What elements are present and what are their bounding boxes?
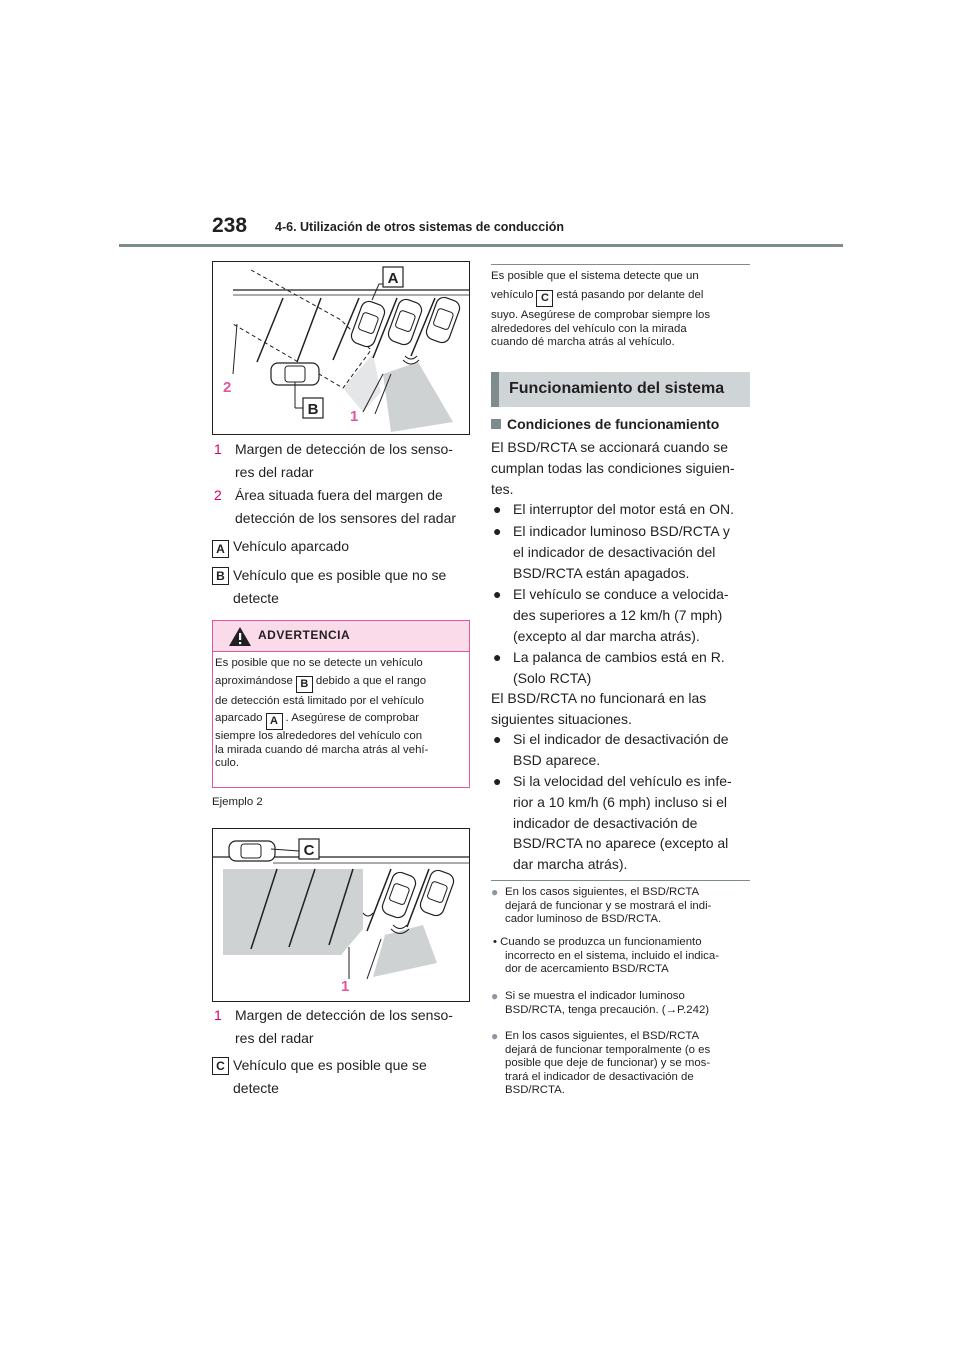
figure-parking-example-1 xyxy=(212,261,470,435)
note-1-line-1: En los casos siguientes, el BSD/RCTA xyxy=(505,886,700,898)
note-1-line-3: cador luminoso de BSD/RCTA. xyxy=(505,913,662,926)
bullet-dot-icon: ● xyxy=(493,649,502,665)
notes-rule xyxy=(491,880,750,881)
bullet-dot-icon: ● xyxy=(493,501,502,517)
legend1-itemA-text: Vehículo aparcado xyxy=(233,538,349,554)
header-rule xyxy=(119,244,843,247)
warning-line-1: Es posible que no se detecte un vehículo xyxy=(215,657,423,669)
legend2-item1-line2: res del radar xyxy=(235,1030,314,1046)
right-intro-line-5: cuando dé marcha atrás al vehículo. xyxy=(491,336,675,349)
conditions-intro-line-1: El BSD/RCTA se accionará cuando se xyxy=(491,439,729,455)
legend1-item2-line2: detección de los sensores del radar xyxy=(235,510,457,526)
legend2-num-1: 1 xyxy=(214,1007,222,1023)
example-2-label: Ejemplo 2 xyxy=(212,796,263,808)
warning-line-3: de detección está limitado por el vehículo xyxy=(215,694,424,707)
not-working-1-line-2: BSD aparece. xyxy=(513,751,601,768)
warning-line-6: la mirada cuando dé marcha atrás al vehí- xyxy=(215,743,429,756)
conditions-heading-text: Condiciones de funcionamiento xyxy=(507,416,720,432)
legend1-itemB-line2: detecte xyxy=(233,590,279,606)
note-dot-icon: ● xyxy=(491,989,499,1003)
bullet-dot-icon: ● xyxy=(493,523,502,539)
condition-4-line-2: (Solo RCTA) xyxy=(513,669,592,686)
conditions-intro-line-2: cumplan todas las condiciones siguien- xyxy=(491,459,735,476)
note-3-line-1: En los casos siguientes, el BSD/RCTA xyxy=(505,1030,700,1042)
legend1-item1-line1: Margen de detección de los senso- xyxy=(235,441,453,457)
right-intro-line-2-post: está pasando por delante del xyxy=(556,288,704,301)
fig2-callout-1: 1 xyxy=(341,978,350,995)
legend2-itemC-line2: detecte xyxy=(233,1080,279,1096)
warning-text xyxy=(215,657,465,771)
condition-4-line-1: La palanca de cambios está en R. xyxy=(513,649,725,665)
condition-3-line-1: El vehículo se conduce a velocida- xyxy=(513,586,729,602)
legend1-num-2: 2 xyxy=(214,487,222,503)
warning-header xyxy=(213,621,469,652)
warning-line-4-post: . Asegúrese de comprobar xyxy=(285,712,420,725)
note-1-sub-line-2: incorrecto en el sistema, incluido el indica- xyxy=(505,949,719,962)
condition-3-line-3: (excepto al dar marcha atrás). xyxy=(513,627,700,644)
legend2-item1-line1: Margen de detección de los senso- xyxy=(235,1007,453,1023)
fig1-callout-b: B xyxy=(307,401,319,418)
not-working-2-line-2: rior a 10 km/h (6 mph) incluso si el xyxy=(513,793,727,810)
legend1-box-b: B xyxy=(212,567,229,585)
note-dot-icon: ● xyxy=(491,885,499,899)
legend1-item2-line1: Área situada fuera del margen de xyxy=(235,487,443,503)
bullet-dot-icon: ● xyxy=(493,586,502,602)
conditions-heading xyxy=(491,416,719,432)
warning-box xyxy=(212,620,470,788)
fig1-callout-a: A xyxy=(387,270,399,287)
fig1-callout-1: 1 xyxy=(350,408,359,425)
not-working-line-2: siguientes situaciones. xyxy=(491,710,632,727)
legend2-itemC-line1: Vehículo que es posible que se xyxy=(233,1057,427,1073)
note-2-line-1: Si se muestra el indicador luminoso xyxy=(505,990,685,1002)
condition-2-line-1: El indicador luminoso BSD/RCTA y xyxy=(513,523,730,539)
bullet-dot-icon: ● xyxy=(493,731,502,747)
fig1-callout-2: 2 xyxy=(223,379,232,396)
right-intro xyxy=(491,270,750,350)
right-intro-line-2-pre: vehículo xyxy=(491,288,534,301)
not-working-2-line-5: dar marcha atrás). xyxy=(513,856,628,873)
square-bullet-icon xyxy=(491,419,501,429)
warning-line-4-pre: aparcado xyxy=(215,712,263,725)
right-intro-line-3: suyo. Asegúrese de comprobar siempre los xyxy=(491,308,711,321)
note-1-line-2: dejará de funcionar y se mostrará el indi- xyxy=(505,899,712,912)
legend1-num-1: 1 xyxy=(214,441,222,457)
not-working-2-line-4: BSD/RCTA no aparece (excepto al xyxy=(513,835,729,852)
legend1-itemB-line1: Vehículo que es posible que no se xyxy=(233,567,447,583)
page-number: 238 xyxy=(212,214,248,237)
not-working-2-line-3: indicador de desactivación de xyxy=(513,814,698,831)
not-working-2-line-1: Si la velocidad del vehículo es infe- xyxy=(513,773,732,789)
warning-title: ADVERTENCIA xyxy=(258,628,351,642)
fig2-callout-c: C xyxy=(303,842,315,859)
note-2-line-2: BSD/RCTA, tenga precaución. (→P.242) xyxy=(505,1003,710,1016)
right-intro-line-4: alrededores del vehículo con la mirada xyxy=(491,322,687,335)
warning-line-2-post: debido a que el rango xyxy=(315,674,427,687)
condition-1-line-1: El interruptor del motor está en ON. xyxy=(513,501,734,517)
right-intro-line-1: Es posible que el sistema detecte que un xyxy=(491,270,699,282)
legend1-item-a xyxy=(212,535,349,558)
note-3-line-4: trará el indicador de desactivación de xyxy=(505,1070,694,1083)
note-1-sub-line-1: • Cuando se produzca un funcionamiento xyxy=(493,936,702,948)
condition-2-line-3: BSD/RCTA están apagados. xyxy=(513,564,690,581)
conditions-intro xyxy=(491,437,735,499)
right-top-rule xyxy=(491,264,750,265)
warning-box-a: A xyxy=(266,713,283,730)
figure-parking-example-2 xyxy=(212,828,470,1002)
note-3-line-5: BSD/RCTA. xyxy=(505,1084,565,1097)
note-1-sub-line-3: dor de acercamiento BSD/RCTA xyxy=(505,963,669,976)
note-3-line-3: posible que deje de funcionar) y se mos- xyxy=(505,1057,711,1070)
not-working-line-1: El BSD/RCTA no funcionará en las xyxy=(491,690,707,706)
condition-2-line-2: el indicador de desactivación del xyxy=(513,543,716,560)
legend1-box-a: A xyxy=(212,540,229,558)
warning-line-2-pre: aproximándose xyxy=(215,674,293,687)
note-dot-icon: ● xyxy=(491,1029,499,1043)
warning-line-7: culo. xyxy=(215,757,240,770)
section-title: 4-6. Utilización de otros sistemas de conducción xyxy=(275,220,564,234)
func-heading-text: Funcionamiento del sistema xyxy=(509,380,725,397)
warning-box-b: B xyxy=(296,676,313,693)
func-heading xyxy=(491,372,750,407)
legend1-item1-line2: res del radar xyxy=(235,464,314,480)
not-working-1-line-1: Si el indicador de desactivación de xyxy=(513,731,729,747)
warning-line-5: siempre los alrededores del vehículo con xyxy=(215,730,423,743)
legend2-box-c: C xyxy=(212,1057,229,1075)
right-intro-box-c: C xyxy=(536,290,553,307)
note-3-line-2: dejará de funcionar temporalmente (o es xyxy=(505,1043,711,1056)
condition-3-line-2: des superiores a 12 km/h (7 mph) xyxy=(513,606,723,623)
bullet-dot-icon: ● xyxy=(493,773,502,789)
warning-icon xyxy=(229,627,251,646)
not-working-intro xyxy=(491,688,706,730)
conditions-intro-line-3: tes. xyxy=(491,480,514,497)
